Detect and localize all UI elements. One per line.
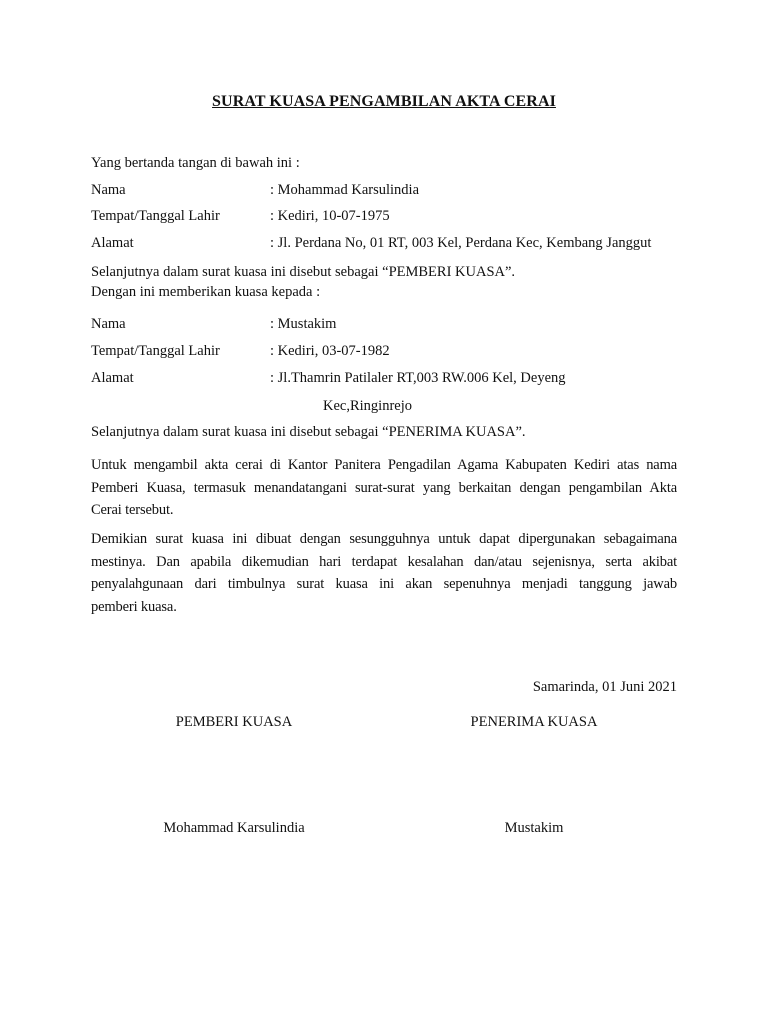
paragraph-line: Pemberi Kuasa, termasuk menandatangani surat-surat yang berkaitan dengan pengambilan Akta bbox=[91, 479, 677, 496]
penerima-alamat-cont: Kec,Ringinrejo bbox=[323, 398, 412, 414]
signature-role-right: PENERIMA KUASA bbox=[470, 714, 598, 730]
paragraph-line: Untuk mengambil akta cerai di Kantor Panitera Pengadilan Agama Kabupaten Kediri atas nama bbox=[91, 457, 677, 473]
penerima-ttl-row bbox=[91, 343, 691, 363]
place-date: Samarinda, 01 Juni 2021 bbox=[532, 679, 677, 695]
penerima-nama-row bbox=[91, 316, 691, 336]
penerima-nama-label: Nama bbox=[91, 316, 126, 332]
intro-penerima: Dengan ini memberikan kuasa kepada : bbox=[91, 284, 321, 300]
penerima-alamat-row bbox=[91, 370, 691, 390]
penerima-note: Selanjutnya dalam surat kuasa ini disebut sebagai “PENERIMA KUASA”. bbox=[91, 424, 526, 440]
pemberi-nama-label: Nama bbox=[91, 182, 126, 198]
penerima-alamat-label: Alamat bbox=[91, 370, 134, 386]
pemberi-alamat-row bbox=[91, 235, 691, 255]
signature-name-left: Mohammad Karsulindia bbox=[163, 820, 305, 836]
document-title: SURAT KUASA PENGAMBILAN AKTA CERAI bbox=[212, 93, 556, 110]
penerima-ttl-value: : Kediri, 03-07-1982 bbox=[270, 343, 390, 359]
pemberi-alamat-label: Alamat bbox=[91, 235, 134, 251]
pemberi-nama-row bbox=[91, 182, 691, 202]
penerima-nama-value: : Mustakim bbox=[270, 316, 337, 332]
paragraph-line: penyalahgunaan dari timbulnya surat kuasa ini akan sepenuhnya menjadi tanggung jawab bbox=[91, 576, 677, 592]
intro-text: Yang bertanda tangan di bawah ini : bbox=[91, 155, 300, 171]
pemberi-ttl-label: Tempat/Tanggal Lahir bbox=[91, 208, 220, 224]
signature-name-right: Mustakim bbox=[504, 820, 564, 836]
pemberi-ttl-value: : Kediri, 10-07-1975 bbox=[270, 208, 390, 224]
penerima-ttl-label: Tempat/Tanggal Lahir bbox=[91, 343, 220, 359]
paragraph-purpose bbox=[91, 454, 677, 522]
penerima-alamat-value: : Jl.Thamrin Patilaler RT,003 RW.006 Kel, Deyeng bbox=[270, 370, 566, 386]
pemberi-ttl-row bbox=[91, 208, 691, 228]
pemberi-nama-value: : Mohammad Karsulindia bbox=[270, 182, 420, 198]
paragraph-closing bbox=[91, 528, 677, 618]
signature-role-left: PEMBERI KUASA bbox=[175, 714, 293, 730]
pemberi-alamat-value: : Jl. Perdana No, 01 RT, 003 Kel, Perdana Kec, Kembang Janggut bbox=[270, 235, 652, 251]
pemberi-note: Selanjutnya dalam surat kuasa ini disebut sebagai “PEMBERI KUASA”. bbox=[91, 264, 516, 280]
paragraph-line: pemberi kuasa. bbox=[91, 598, 177, 615]
paragraph-line: Cerai tersebut. bbox=[91, 502, 174, 518]
paragraph-line: Demikian surat kuasa ini dibuat dengan sesungguhnya untuk dapat dipergunakan sebagaimana bbox=[91, 531, 677, 547]
paragraph-line: mestinya. Dan apabila dikemudian hari terdapat kesalahan dan/atau sejenisnya, serta akibat bbox=[91, 553, 677, 570]
